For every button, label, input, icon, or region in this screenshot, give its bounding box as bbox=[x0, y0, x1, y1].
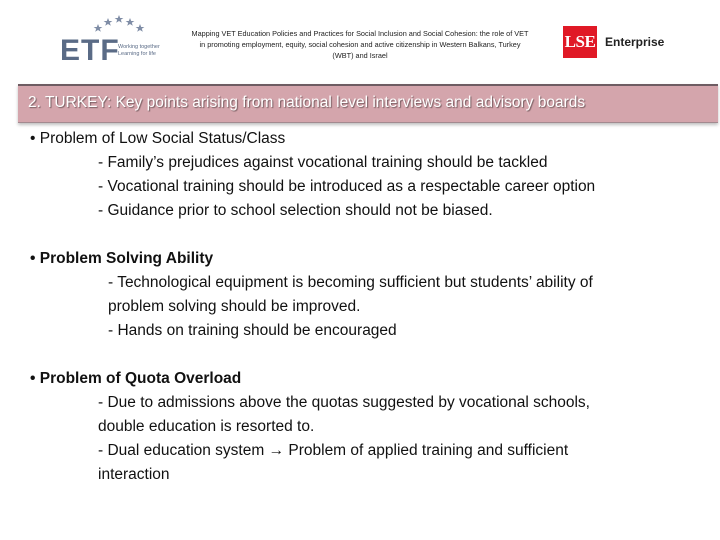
bullet-line: - Technological equipment is becoming sufficient but students’ ability of bbox=[108, 274, 593, 291]
bullet-line: - Family’s prejudices against vocational training should be tackled bbox=[98, 154, 548, 171]
section-heading: • Problem of Quota Overload bbox=[30, 370, 242, 387]
etf-logo-text: ETF bbox=[60, 34, 120, 67]
bullet-line: - Guidance prior to school selection should not be biased. bbox=[98, 202, 493, 219]
section-heading: • Problem Solving Ability bbox=[30, 250, 214, 267]
bullet-line: problem solving should be improved. bbox=[108, 298, 361, 315]
lse-logo-mark: LSE bbox=[563, 26, 597, 58]
bullet-line: - Due to admissions above the quotas suggested by vocational schools, bbox=[98, 394, 590, 411]
etf-tagline: Working together Learning for life bbox=[118, 44, 160, 57]
bullet-line: - Dual education system → Problem of applied training and sufficient bbox=[98, 442, 569, 459]
banner-title: 2. TURKEY: Key points arising from national level interviews and advisory boards bbox=[28, 94, 586, 111]
bullet-line: - Vocational training should be introduced as a respectable career option bbox=[98, 178, 596, 195]
bullet-line: interaction bbox=[98, 466, 170, 483]
bullet-line: double education is resorted to. bbox=[98, 418, 315, 435]
document-title: Mapping VET Education Policies and Practices for Social Inclusion and Social Cohesion: the role of VET in promoting employment, equity, social cohesion and active citizenship in Western Balkans, Turkey (WBT) and Israel bbox=[191, 29, 529, 60]
lse-enterprise-label: Enterprise bbox=[605, 35, 665, 49]
bullet-line: - Hands on training should be encouraged bbox=[108, 322, 397, 339]
section-heading: • Problem of Low Social Status/Class bbox=[30, 130, 286, 147]
